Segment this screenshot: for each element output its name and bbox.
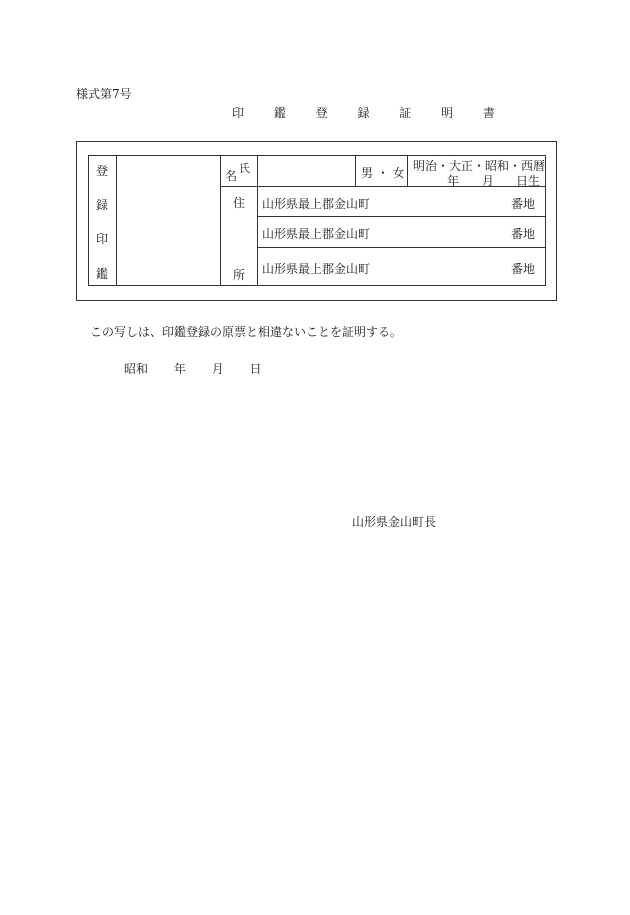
field-label-divider bbox=[257, 155, 258, 286]
seal-label-char-3: 印 bbox=[96, 232, 109, 246]
certification-statement: この写しは、印鑑登録の原票と相違ないことを証明する。 bbox=[90, 325, 403, 339]
birth-era-options: 明治・大正・昭和・西暦 bbox=[413, 159, 546, 173]
document-title: 印 鑑 登 録 証 明 書 bbox=[232, 106, 508, 120]
name-label-char-1: 名 bbox=[225, 169, 238, 183]
table-left-line bbox=[88, 155, 89, 286]
date-day: 日 bbox=[249, 362, 262, 376]
address-row-2-suffix: 番地 bbox=[511, 227, 536, 241]
form-number: 様式第7号 bbox=[76, 87, 132, 101]
birth-year-label: 年 bbox=[447, 174, 460, 188]
address-row-3-suffix: 番地 bbox=[511, 262, 536, 276]
name-label-char-2: 氏 bbox=[239, 162, 250, 175]
seal-label-char-4: 鑑 bbox=[96, 267, 109, 281]
name-gender-divider bbox=[355, 155, 356, 187]
address-row-2: 山形県最上郡金山町 bbox=[262, 227, 371, 241]
table-right-line bbox=[545, 155, 546, 286]
address-row-1-suffix: 番地 bbox=[511, 197, 536, 211]
gender-field: 男 ・ 女 bbox=[361, 166, 405, 180]
address-row-2-line bbox=[257, 247, 546, 248]
seal-label-char-2: 録 bbox=[96, 198, 109, 212]
date-month: 月 bbox=[211, 362, 224, 376]
birth-day-label: 日生 bbox=[516, 174, 541, 188]
issuer-name: 山形県金山町長 bbox=[352, 515, 437, 529]
seal-area-divider bbox=[220, 155, 221, 286]
date-year: 年 bbox=[173, 362, 186, 376]
address-label-char-2: 所 bbox=[233, 268, 246, 282]
name-row-bottom-line bbox=[220, 186, 546, 187]
address-row-1-line bbox=[257, 216, 546, 217]
address-label-char-1: 住 bbox=[233, 196, 246, 210]
table-bottom-line bbox=[88, 285, 546, 286]
gender-birth-divider bbox=[407, 155, 408, 187]
address-row-1: 山形県最上郡金山町 bbox=[262, 197, 371, 211]
table-top-line bbox=[88, 155, 546, 156]
address-row-3: 山形県最上郡金山町 bbox=[262, 262, 371, 276]
birth-month-label: 月 bbox=[482, 174, 495, 188]
date-era: 昭和 bbox=[124, 362, 149, 376]
issue-date bbox=[124, 360, 284, 377]
seal-label-divider bbox=[116, 155, 117, 286]
seal-label-char-1: 登 bbox=[96, 164, 109, 178]
